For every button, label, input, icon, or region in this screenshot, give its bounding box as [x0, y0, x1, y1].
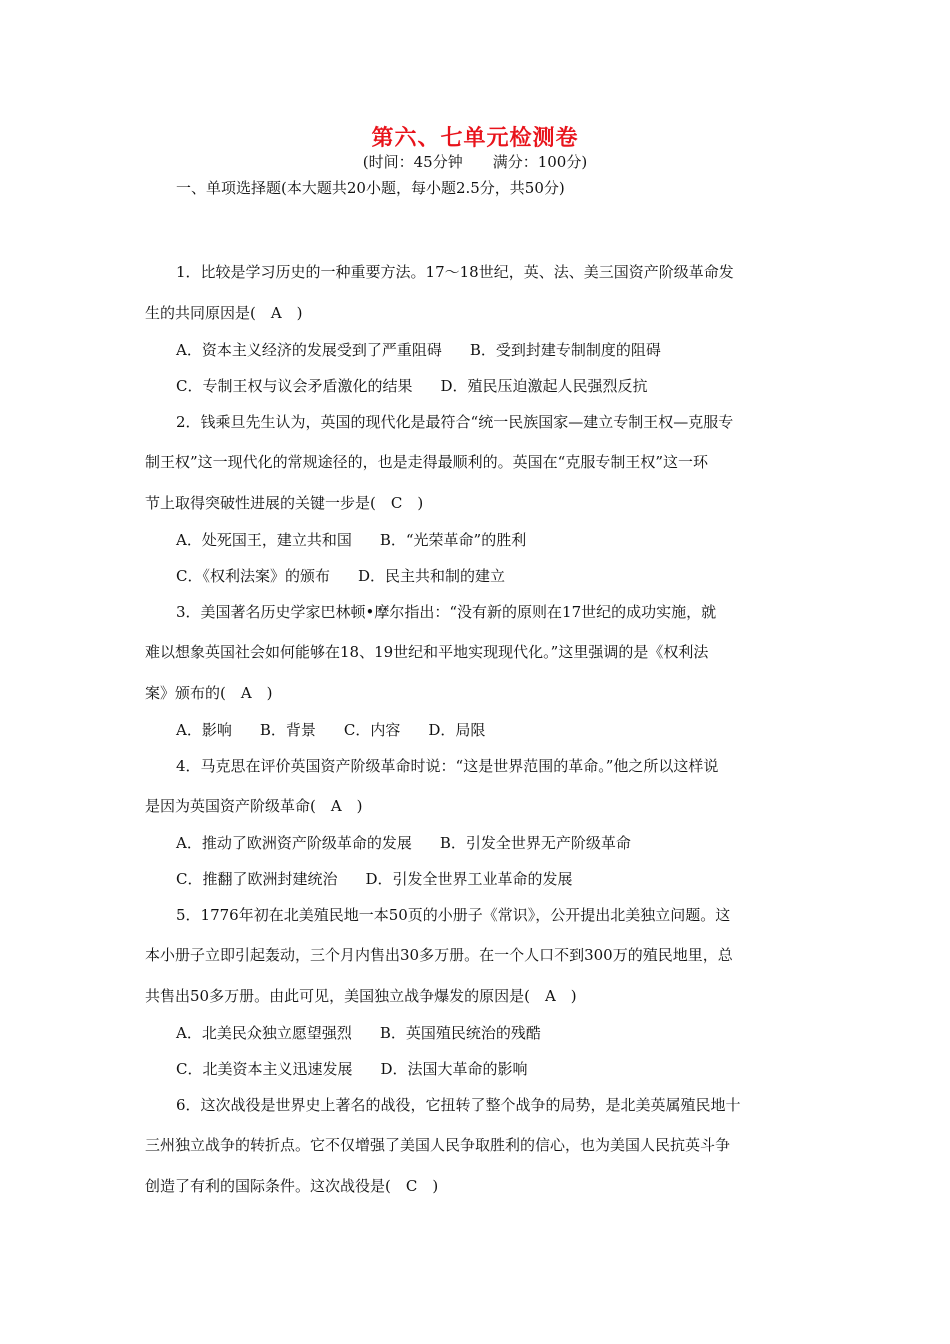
option-d: D．法国大革命的影响: [380, 1060, 528, 1078]
question-4-line-1: 4．马克思在评价英国资产阶级革命时说：“这是世界范围的革命。”他之所以这样说: [176, 757, 719, 775]
question-6-line-3: 创造了有利的国际条件。这次战役是( C ): [145, 1177, 439, 1195]
option-c: C．内容: [343, 721, 401, 739]
question-5-line-2: 本小册子立即引起轰动，三个月内售出30多万册。在一个人口不到300万的殖民地里，总: [145, 946, 733, 964]
option-a: A．推动了欧洲资产阶级革命的发展: [176, 834, 412, 852]
question-2-line-2: 制王权”这一现代化的常规途径的，也是走得最顺利的。英国在“克服专制王权”这一环: [145, 453, 709, 471]
question-3-line-1: 3．美国著名历史学家巴林顿•摩尔指出：“没有新的原则在17世纪的成功实施，就: [176, 603, 717, 621]
question-2-options-row-2: [176, 566, 505, 586]
question-2-options-row-1: [176, 530, 526, 550]
section-heading: 一、单项选择题(本大题共20小题，每小题2.5分，共50分): [176, 179, 565, 197]
question-1-line-2: 生的共同原因是( A ): [145, 304, 303, 322]
option-d: D．局限: [428, 721, 486, 739]
option-c: C．北美资本主义迅速发展: [176, 1060, 353, 1078]
question-3-line-2: 难以想象英国社会如何能够在18、19世纪和平地实现现代化。”这里强调的是《权利法: [145, 643, 709, 661]
option-c: C．专制王权与议会矛盾激化的结果: [176, 377, 413, 395]
question-5-options-row-2: [176, 1059, 528, 1079]
question-1-line-1: 1．比较是学习历史的一种重要方法。17～18世纪，英、法、美三国资产阶级革命发: [176, 263, 734, 281]
exam-info: (时间：45分钟 满分：100分): [362, 153, 588, 171]
option-b: B．英国殖民统治的残酷: [379, 1024, 541, 1042]
page-title: 第六、七单元检测卷: [371, 125, 579, 151]
option-b: B．“光荣革命”的胜利: [379, 531, 527, 549]
option-a: A．处死国王，建立共和国: [176, 531, 352, 549]
question-2-line-3: 节上取得突破性进展的关键一步是( C ): [145, 494, 424, 512]
question-6-line-2: 三州独立战争的转折点。它不仅增强了美国人民争取胜利的信心，也为美国人民抗英斗争: [145, 1136, 731, 1154]
question-5-options-row-1: [176, 1023, 541, 1043]
question-6-line-1: 6．这次战役是世界史上著名的战役，它扭转了整个战争的局势，是北美英属殖民地十: [176, 1096, 741, 1114]
option-b: B．背景: [259, 721, 316, 739]
option-d: D．民主共和制的建立: [357, 567, 506, 585]
question-3-line-3: 案》颁布的( A ): [145, 684, 273, 702]
option-d: D．引发全世界工业革命的发展: [365, 870, 573, 888]
question-4-options-row-1: [176, 833, 631, 853]
question-4-options-row-2: [176, 869, 573, 889]
question-5-line-3: 共售出50多万册。由此可见，美国独立战争爆发的原因是( A ): [145, 987, 577, 1005]
option-a: A．北美民众独立愿望强烈: [176, 1024, 352, 1042]
question-1-options-row-1: [176, 340, 661, 360]
option-b: B．受到封建专制制度的阻碍: [469, 341, 661, 359]
question-5-line-1: 5．1776年初在北美殖民地一本50页的小册子《常识》，公开提出北美独立问题。这: [176, 906, 731, 924]
question-4-line-2: 是因为英国资产阶级革命( A ): [145, 797, 363, 815]
question-1-options-row-2: [176, 376, 648, 396]
option-c: C．推翻了欧洲封建统治: [176, 870, 338, 888]
question-3-options-row-1: [176, 720, 485, 740]
option-a: A．资本主义经济的发展受到了严重阻碍: [176, 341, 442, 359]
option-a: A．影响: [176, 721, 232, 739]
option-b: B．引发全世界无产阶级革命: [439, 834, 631, 852]
question-2-line-1: 2．钱乘旦先生认为，英国的现代化是最符合“统一民族国家—建立专制王权—克服专: [176, 413, 734, 431]
option-d: D．殖民压迫激起人民强烈反抗: [440, 377, 648, 395]
option-c: C．《权利法案》的颁布: [176, 567, 330, 585]
